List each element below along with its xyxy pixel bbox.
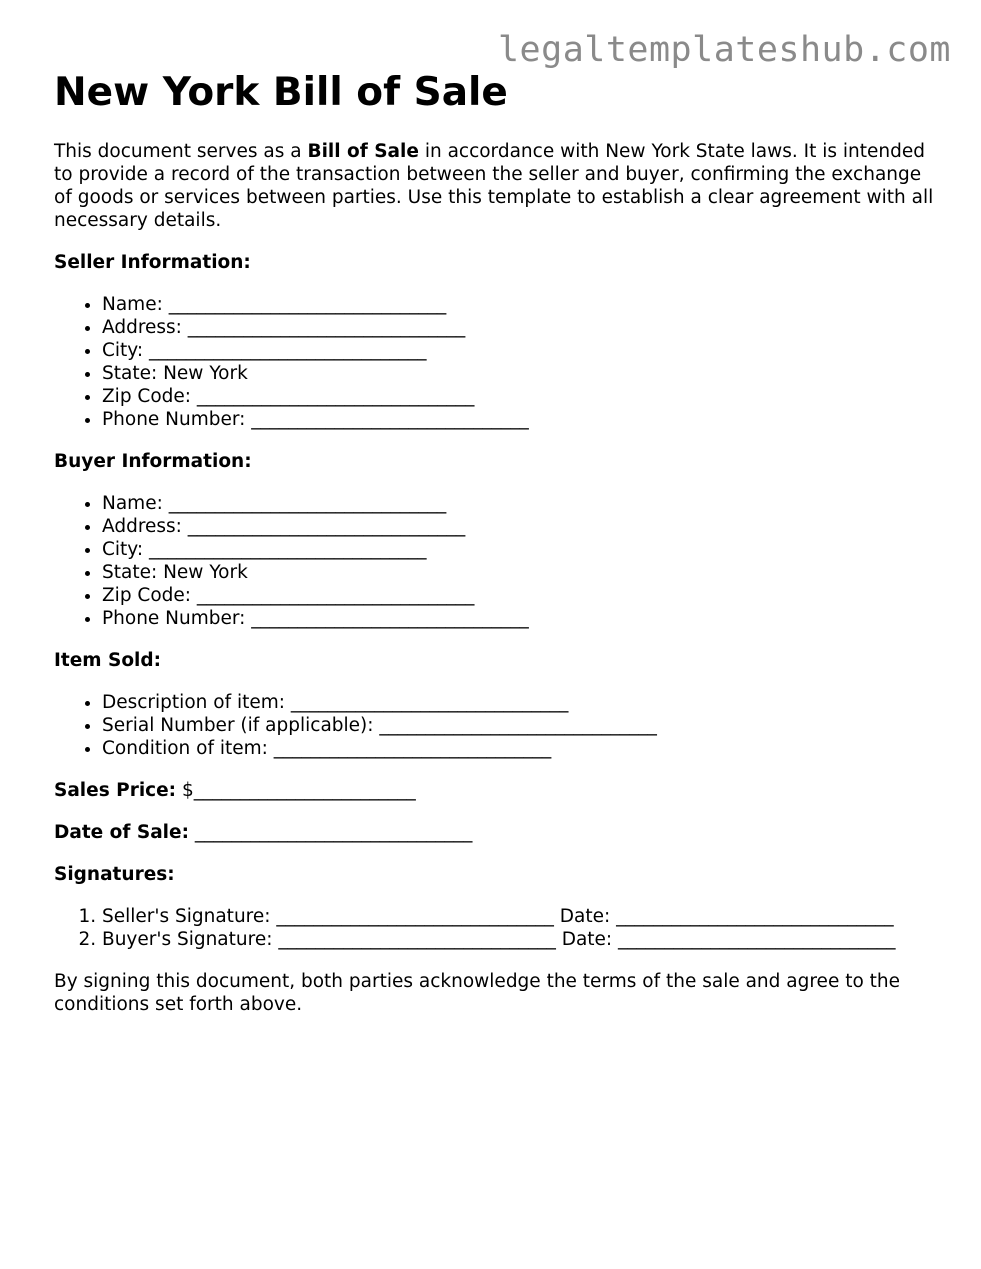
buyer-phone-field: • Phone Number: ______________________________ xyxy=(102,607,934,630)
intro-bold-term: Bill of Sale xyxy=(307,141,419,162)
item-fields xyxy=(54,691,934,760)
date-of-sale-label: Date of Sale: xyxy=(54,822,189,843)
intro-paragraph xyxy=(54,140,934,232)
intro-text-before: This document serves as a xyxy=(54,141,308,162)
item-condition-field: • Condition of item: ______________________________ xyxy=(102,737,934,760)
buyer-signature-field: 2. Buyer's Signature: ______________________________ Date: ______________________________ xyxy=(102,928,934,951)
seller-zip-field: • Zip Code: ______________________________ xyxy=(102,385,934,408)
acknowledgment-paragraph: By signing this document, both parties acknowledge the terms of the sale and agree to the conditions set forth above. xyxy=(54,971,901,1015)
buyer-address-field: • Address: ______________________________ xyxy=(102,515,934,538)
seller-address-field: • Address: ______________________________ xyxy=(102,316,934,339)
date-of-sale-value: ______________________________ xyxy=(188,822,473,843)
sales-price-value: $________________________ xyxy=(176,780,416,801)
document-body xyxy=(54,70,934,1016)
seller-phone-field: • Phone Number: ______________________________ xyxy=(102,408,934,431)
seller-signature-field: 1. Seller's Signature: ______________________________ Date: ______________________________ xyxy=(102,905,934,928)
date-of-sale-line xyxy=(54,821,934,844)
seller-state-field: • State: New York xyxy=(102,362,934,385)
buyer-zip-field: • Zip Code: ______________________________ xyxy=(102,584,934,607)
buyer-state-field: • State: New York xyxy=(102,561,934,584)
seller-name-field: • Name: ______________________________ xyxy=(102,293,934,316)
item-heading: Item Sold: xyxy=(54,650,162,671)
seller-fields xyxy=(54,293,934,431)
document-title: New York Bill of Sale xyxy=(54,70,508,115)
buyer-city-field: • City: ______________________________ xyxy=(102,538,934,561)
signature-list xyxy=(54,905,934,951)
seller-heading: Seller Information: xyxy=(54,252,251,273)
watermark: legaltemplateshub.com xyxy=(497,30,951,70)
item-description-field: • Description of item: ______________________________ xyxy=(102,691,934,714)
seller-city-field: • City: ______________________________ xyxy=(102,339,934,362)
intro-text-after: in accordance with New York State laws. It is intended to provide a record of the transaction between the seller and buyer, confirming the exchange of goods or services between parties. Use this template to establish a clear agreement with all necessary details. xyxy=(54,141,934,231)
sales-price-line xyxy=(54,779,934,802)
signatures-heading: Signatures: xyxy=(54,864,175,885)
buyer-fields xyxy=(54,492,934,630)
buyer-name-field: • Name: ______________________________ xyxy=(102,492,934,515)
sales-price-label: Sales Price: xyxy=(54,780,177,801)
item-serial-field: • Serial Number (if applicable): ______________________________ xyxy=(102,714,934,737)
buyer-heading: Buyer Information: xyxy=(54,451,252,472)
